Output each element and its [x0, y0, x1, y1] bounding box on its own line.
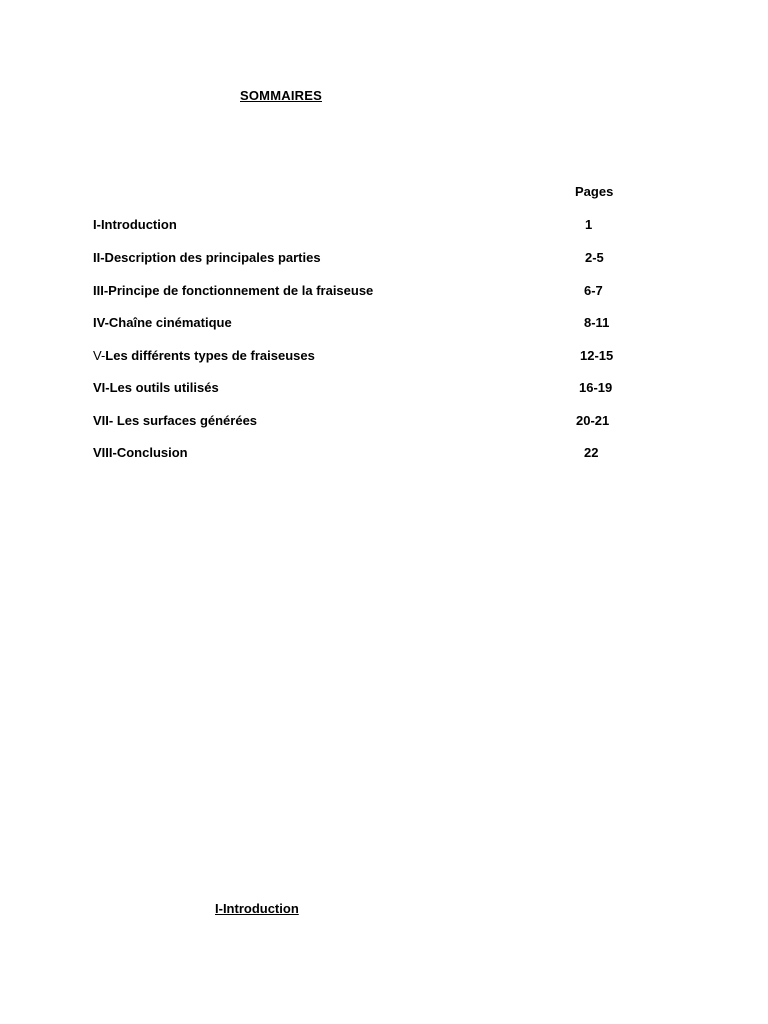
section-heading: I-Introduction [215, 901, 299, 916]
toc-entry-label: II-Description des principales parties [93, 250, 321, 265]
toc-entry-page: 22 [584, 445, 599, 460]
toc-entry-label: I-Introduction [93, 217, 177, 232]
toc-entry-label [93, 348, 315, 363]
toc-entry-page: 6-7 [584, 283, 603, 298]
toc-entry-label-lead: V- [93, 348, 106, 363]
toc-entry-label: III-Principe de fonctionnement de la fraiseuse [93, 283, 374, 298]
toc-entry-page: 2-5 [585, 250, 604, 265]
toc-entry-label: IV-Chaîne cinématique [93, 315, 232, 330]
toc-entry-page: 8-11 [584, 315, 610, 330]
toc-entry-page: 20-21 [576, 413, 610, 428]
toc-entry-page: 1 [585, 217, 593, 232]
document-title: SOMMAIRES [240, 88, 322, 103]
toc-entry-label-text: Les différents types de fraiseuses [105, 348, 315, 363]
toc-entry-label: VII- Les surfaces générées [93, 413, 258, 428]
toc-entry-page: 16-19 [579, 380, 613, 395]
toc-entry-label: VIII-Conclusion [93, 445, 188, 460]
toc-entry-label: VI-Les outils utilisés [93, 380, 219, 395]
pages-column-header: Pages [575, 184, 614, 199]
toc-entry-page: 12-15 [580, 348, 614, 363]
